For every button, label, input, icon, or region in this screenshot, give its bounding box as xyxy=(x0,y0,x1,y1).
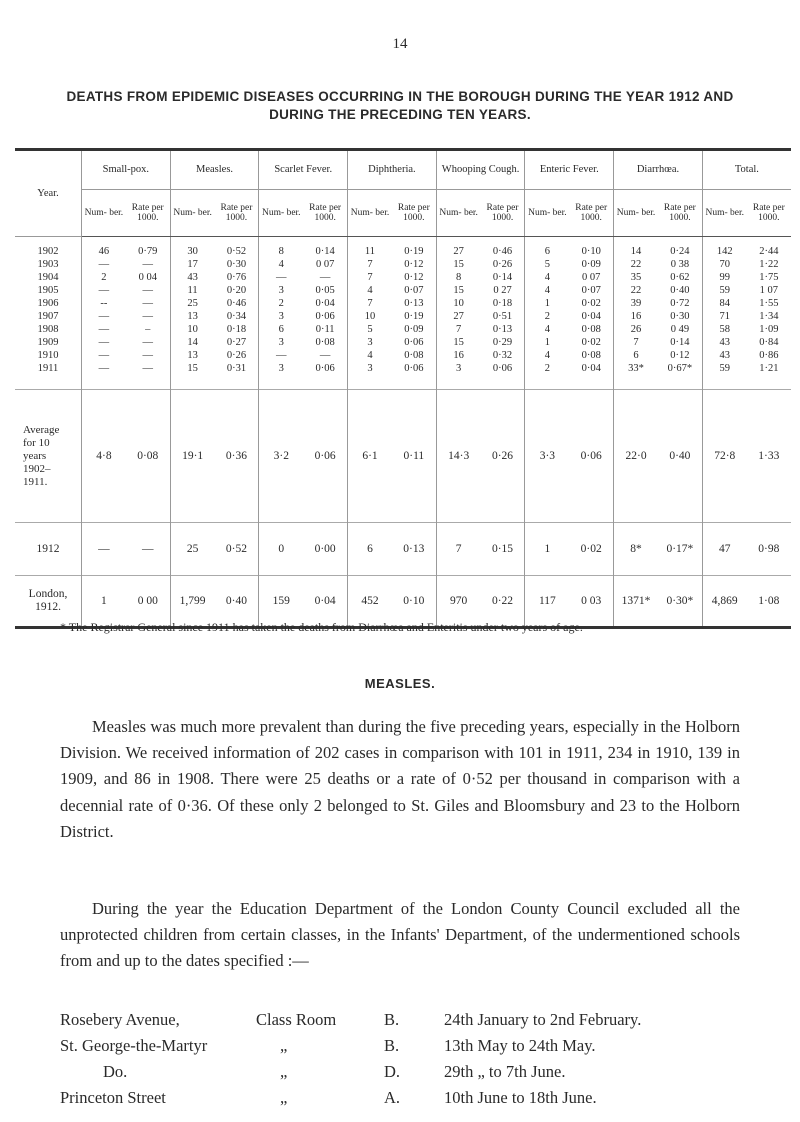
cell-rate: 2·44 xyxy=(759,246,779,257)
cell-rate: 0·06 xyxy=(315,311,335,322)
cell-number: — xyxy=(82,349,126,362)
subheader-number: Num- ber. xyxy=(348,190,392,237)
school-dates: 10th June to 18th June. xyxy=(444,1088,597,1107)
header-diphtheria: Diphtheria. xyxy=(348,150,437,190)
cell-rate: 0 00 xyxy=(126,576,170,628)
cell-rate: 0·06 xyxy=(315,363,335,374)
cell-number: 4 xyxy=(525,271,569,284)
cell-number: 13 xyxy=(170,310,214,323)
cell-rate: 0·36 xyxy=(215,390,259,523)
london-label-line: London, xyxy=(28,588,68,600)
cell-rate: 0·12 xyxy=(404,272,424,283)
year-label: 1911 xyxy=(37,363,59,374)
cell-rate: — xyxy=(142,350,154,361)
subheader-number: Num- ber. xyxy=(436,190,480,237)
cell-number: 970 xyxy=(436,576,480,628)
subheader-row xyxy=(15,190,791,237)
cell-rate: 1·08 xyxy=(747,576,791,628)
cell-rate: 1·55 xyxy=(759,298,779,309)
average-label-line: years xyxy=(23,449,47,462)
cell-number: 6 xyxy=(348,523,392,576)
cell-number: — xyxy=(82,523,126,576)
year-header: Year. xyxy=(15,150,82,237)
cell-rate: 0·32 xyxy=(492,350,513,361)
cell-rate: — xyxy=(319,350,331,361)
cell-number: 3·3 xyxy=(525,390,569,523)
cell-rate: 0·72 xyxy=(670,298,690,309)
cell-rate: 1·22 xyxy=(759,259,779,270)
cell-number: 159 xyxy=(259,576,303,628)
schools-list xyxy=(60,1010,760,1114)
school-entry xyxy=(60,1088,760,1114)
cell-number: 1,799 xyxy=(170,576,214,628)
year-label: 1910 xyxy=(37,350,59,361)
subheader-rate: Rate per 1000. xyxy=(481,190,525,237)
cell-rate: 0·51 xyxy=(492,311,513,322)
cell-rate: 0·46 xyxy=(226,298,247,309)
cell-number: 8 xyxy=(436,271,480,284)
year-label: 1908 xyxy=(37,324,59,335)
year-label: 1905 xyxy=(37,285,59,296)
cell-number: — xyxy=(82,284,126,297)
cell-rate: 0·18 xyxy=(226,324,247,335)
average-label xyxy=(15,390,82,523)
subheader-number: Num- ber. xyxy=(614,190,658,237)
cell-number: 6 xyxy=(614,349,658,362)
subheader-number: Num- ber. xyxy=(259,190,303,237)
cell-number: 22 xyxy=(614,284,658,297)
cell-number: 3 xyxy=(259,336,303,349)
average-row xyxy=(15,390,791,523)
cell-rate: — xyxy=(142,363,154,374)
school-dates: 13th May to 24th May. xyxy=(444,1036,596,1055)
cell-rate: 0·08 xyxy=(581,350,601,361)
cell-number: 452 xyxy=(348,576,392,628)
page-number: 14 xyxy=(392,36,408,52)
school-name: Do. xyxy=(103,1062,128,1081)
header-smallpox: Small-pox. xyxy=(82,150,171,190)
cell-number: 46 xyxy=(82,237,126,259)
cell-number: 3 xyxy=(259,310,303,323)
school-name: Rosebery Avenue, xyxy=(60,1010,180,1029)
cell-number: 13 xyxy=(170,349,214,362)
cell-number: -- xyxy=(82,297,126,310)
school-room: „ xyxy=(280,1062,288,1081)
cell-rate: 0·06 xyxy=(492,363,513,374)
cell-rate: 0·05 xyxy=(315,285,335,296)
cell-number: 30 xyxy=(170,237,214,259)
subheader-number: Num- ber. xyxy=(525,190,569,237)
cell-rate: 1·21 xyxy=(759,363,779,374)
year-label: 1907 xyxy=(37,311,59,322)
cell-number: 7 xyxy=(614,336,658,349)
cell-rate: 0·00 xyxy=(303,523,347,576)
london-label-line: 1912. xyxy=(35,601,61,613)
cell-rate: 0·27 xyxy=(226,337,247,348)
cell-rate: 0·09 xyxy=(404,324,424,335)
cell-rate: 0·29 xyxy=(492,337,513,348)
cell-rate: 0·84 xyxy=(759,337,779,348)
cell-number: 117 xyxy=(525,576,569,628)
cell-rate: 0 27 xyxy=(493,285,512,296)
cell-number: 4 xyxy=(525,284,569,297)
cell-rate: — xyxy=(142,337,154,348)
cell-rate: 0·02 xyxy=(569,523,613,576)
cell-rate: 1·34 xyxy=(759,311,779,322)
cell-number: 4 xyxy=(259,258,303,271)
school-room: Class Room xyxy=(256,1010,337,1029)
header-scarlet-fever: Scarlet Fever. xyxy=(259,150,348,190)
subheader-rate: Rate per 1000. xyxy=(126,190,170,237)
cell-number: 1371* xyxy=(614,576,658,628)
cell-rate: 0·11 xyxy=(315,324,335,335)
cell-number: — xyxy=(82,362,126,390)
cell-rate: 0·02 xyxy=(581,298,601,309)
cell-rate: 0·14 xyxy=(315,246,335,257)
cell-rate: 0·04 xyxy=(303,576,347,628)
cell-rate: 0·52 xyxy=(215,523,259,576)
cell-number: 14·3 xyxy=(436,390,480,523)
cell-number: 8 xyxy=(259,237,303,259)
cell-number: 33* xyxy=(614,362,658,390)
school-class-letter: B. xyxy=(384,1010,400,1029)
table-row xyxy=(15,297,791,310)
subheader-rate: Rate per 1000. xyxy=(303,190,347,237)
school-entry xyxy=(60,1062,760,1088)
cell-rate: 0·14 xyxy=(492,272,513,283)
cell-rate: 0·06 xyxy=(303,390,347,523)
average-label-line: 1911. xyxy=(23,475,48,488)
cell-number: 5 xyxy=(525,258,569,271)
cell-rate: 0 49 xyxy=(670,324,690,335)
cell-rate: 0 38 xyxy=(670,259,690,270)
cell-number: 1 xyxy=(525,297,569,310)
average-label-line: Average xyxy=(23,423,60,436)
cell-number: 39 xyxy=(614,297,658,310)
year-label: 1902 xyxy=(37,246,59,257)
subheader-rate: Rate per 1000. xyxy=(215,190,259,237)
cell-rate: 0·40 xyxy=(658,390,702,523)
cell-number: 71 xyxy=(702,310,746,323)
cell-number: 4·8 xyxy=(82,390,126,523)
cell-rate: 0 07 xyxy=(582,272,601,283)
cell-rate: — xyxy=(142,298,154,309)
cell-number: 26 xyxy=(614,323,658,336)
subheader-number: Num- ber. xyxy=(170,190,214,237)
cell-rate: 0·26 xyxy=(492,259,513,270)
cell-rate: 0·04 xyxy=(581,363,601,374)
cell-number: 4 xyxy=(525,349,569,362)
cell-number: 16 xyxy=(436,349,480,362)
cell-rate: 0·12 xyxy=(670,350,690,361)
header-enteric-fever: Enteric Fever. xyxy=(525,150,614,190)
cell-number: 3 xyxy=(348,336,392,349)
cell-number: 2 xyxy=(82,271,126,284)
cell-rate: 1 07 xyxy=(759,285,779,296)
cell-number: 4 xyxy=(525,323,569,336)
school-entry xyxy=(60,1036,760,1062)
cell-number: 1 xyxy=(525,523,569,576)
cell-number: 6·1 xyxy=(348,390,392,523)
cell-rate: — xyxy=(319,272,331,283)
cell-rate: 0·08 xyxy=(581,324,601,335)
cell-rate: 0·52 xyxy=(226,246,247,257)
cell-number: — xyxy=(82,336,126,349)
cell-number: 25 xyxy=(170,297,214,310)
cell-rate: 0 04 xyxy=(138,272,157,283)
cell-number: 27 xyxy=(436,237,480,259)
cell-number: — xyxy=(259,349,303,362)
header-total: Total. xyxy=(702,150,791,190)
cell-rate: 0·18 xyxy=(492,298,513,309)
cell-rate: 0·06 xyxy=(569,390,613,523)
school-room: „ xyxy=(280,1088,288,1107)
subheader-number: Num- ber. xyxy=(82,190,126,237)
cell-rate: 0·62 xyxy=(670,272,690,283)
school-class-letter: B. xyxy=(384,1036,400,1055)
cell-number: 15 xyxy=(170,362,214,390)
school-name: Princeton Street xyxy=(60,1088,166,1107)
exclusion-paragraph: During the year the Education Department of the London County Council excluded all the unprotected children from certain classes, in the Infants' Department, of the undermentioned schools from and up to the dates specified :— xyxy=(60,899,740,971)
year-label: 1909 xyxy=(37,337,59,348)
cell-number: 35 xyxy=(614,271,658,284)
cell-rate: 0·30 xyxy=(226,259,247,270)
table-row xyxy=(15,362,791,390)
cell-number: 6 xyxy=(259,323,303,336)
table-row xyxy=(15,284,791,297)
cell-number: 43 xyxy=(702,336,746,349)
cell-number: 17 xyxy=(170,258,214,271)
cell-rate: 0·30* xyxy=(658,576,702,628)
cell-number: 10 xyxy=(170,323,214,336)
cell-rate: 0·06 xyxy=(404,363,424,374)
cell-number: 47 xyxy=(702,523,746,576)
cell-rate: 0·10 xyxy=(392,576,436,628)
year-label: 1903 xyxy=(37,259,59,270)
cell-rate: 0·08 xyxy=(404,350,424,361)
cell-rate: 0·79 xyxy=(138,246,158,257)
cell-number: 3 xyxy=(259,284,303,297)
row-1912-label: 1912 xyxy=(15,523,82,576)
cell-rate: 0·14 xyxy=(670,337,690,348)
cell-rate: 1·09 xyxy=(759,324,779,335)
cell-rate: – xyxy=(145,324,151,335)
table-row xyxy=(15,336,791,349)
cell-number: — xyxy=(82,310,126,323)
cell-number: 14 xyxy=(614,237,658,259)
cell-number: 43 xyxy=(170,271,214,284)
cell-number: 11 xyxy=(170,284,214,297)
cell-number: 84 xyxy=(702,297,746,310)
school-dates: 24th January to 2nd February. xyxy=(444,1010,642,1029)
cell-rate: — xyxy=(142,285,154,296)
year-rows xyxy=(15,237,791,390)
deaths-table xyxy=(15,148,791,629)
cell-rate: 0·98 xyxy=(747,523,791,576)
header-measles: Measles. xyxy=(170,150,259,190)
table-row xyxy=(15,237,791,259)
cell-number: 2 xyxy=(525,362,569,390)
cell-number: 58 xyxy=(702,323,746,336)
cell-number: 4 xyxy=(348,349,392,362)
cell-number: 2 xyxy=(259,297,303,310)
cell-rate: 0·13 xyxy=(492,324,513,335)
cell-number: 15 xyxy=(436,258,480,271)
cell-rate: 0·34 xyxy=(226,311,247,322)
cell-rate: 0·22 xyxy=(481,576,525,628)
cell-number: 10 xyxy=(436,297,480,310)
cell-number: 43 xyxy=(702,349,746,362)
school-class-letter: A. xyxy=(384,1088,401,1107)
cell-number: 4 xyxy=(348,284,392,297)
cell-number: 70 xyxy=(702,258,746,271)
cell-number: 7 xyxy=(436,323,480,336)
cell-number: 14 xyxy=(170,336,214,349)
header-whooping-cough: Whooping Cough. xyxy=(436,150,525,190)
cell-number: 72·8 xyxy=(702,390,746,523)
average-label-line: 1902– xyxy=(23,462,51,475)
cell-rate: 0·17* xyxy=(658,523,702,576)
cell-rate: — xyxy=(142,259,154,270)
cell-rate: 0·11 xyxy=(392,390,436,523)
cell-number: 1 xyxy=(525,336,569,349)
row-1912 xyxy=(15,523,791,576)
cell-number: 59 xyxy=(702,284,746,297)
table-row xyxy=(15,271,791,284)
cell-number: — xyxy=(82,323,126,336)
cell-number: 25 xyxy=(170,523,214,576)
cell-number: 3 xyxy=(348,362,392,390)
year-label: 1906 xyxy=(37,298,59,309)
cell-rate: 0·19 xyxy=(404,246,424,257)
table-row xyxy=(15,310,791,323)
cell-rate: 0·07 xyxy=(581,285,601,296)
school-entry xyxy=(60,1010,760,1036)
subheader-rate: Rate per 1000. xyxy=(747,190,791,237)
footnote: * The Registrar General since 1911 has taken the deaths from Diarrhœa and Enteritis under two years of age. xyxy=(60,620,583,634)
school-dates: 29th „ to 7th June. xyxy=(444,1062,566,1081)
cell-rate: — xyxy=(142,311,154,322)
cell-rate: 0·08 xyxy=(126,390,170,523)
table-title: DEATHS FROM EPIDEMIC DISEASES OCCURRING IN THE BOROUGH DURING THE YEAR 1912 AND DURING THE PRECEDING TEN YEARS. xyxy=(66,89,734,122)
subheader-rate: Rate per 1000. xyxy=(392,190,436,237)
cell-number: 0 xyxy=(259,523,303,576)
year-label: 1904 xyxy=(37,272,59,283)
cell-number: 3 xyxy=(259,362,303,390)
subheader-rate: Rate per 1000. xyxy=(658,190,702,237)
cell-rate: 0·09 xyxy=(581,259,601,270)
cell-number: 27 xyxy=(436,310,480,323)
section-heading-measles: MEASLES. xyxy=(364,676,436,691)
header-diarrhoea: Diarrhœa. xyxy=(614,150,703,190)
cell-rate: 0·04 xyxy=(315,298,335,309)
subheader-number: Num- ber. xyxy=(702,190,746,237)
cell-rate: 0·67* xyxy=(667,363,693,374)
school-name: St. George-the-Martyr xyxy=(60,1036,208,1055)
cell-number: 8* xyxy=(614,523,658,576)
cell-rate: 0·15 xyxy=(481,523,525,576)
cell-number: 7 xyxy=(436,523,480,576)
table-row xyxy=(15,349,791,362)
cell-number: 3 xyxy=(436,362,480,390)
cell-rate: 0·31 xyxy=(226,363,247,374)
cell-rate: 0·12 xyxy=(404,259,424,270)
cell-number: 7 xyxy=(348,258,392,271)
average-label-line: for 10 xyxy=(23,436,50,449)
cell-rate: 0·76 xyxy=(226,272,247,283)
cell-rate: — xyxy=(126,523,170,576)
cell-number: 10 xyxy=(348,310,392,323)
cell-rate: 0·40 xyxy=(215,576,259,628)
cell-number: 5 xyxy=(348,323,392,336)
measles-paragraph: Measles was much more prevalent than during the five preceding years, especially in the Holborn Division. We received information of 202 cases in comparison with 101 in 1911, 234 in 1910, 139 in 1909, and 86 in 1908. There were 25 deaths or a rate of 0·52 per thousand in comparison with a decennial rate of 0·36. Of these only 2 belonged to St. Giles and Bloomsbury and 23 to the Holborn District. xyxy=(60,717,740,841)
cell-number: 11 xyxy=(348,237,392,259)
cell-number: 142 xyxy=(702,237,746,259)
cell-number: 59 xyxy=(702,362,746,390)
cell-rate: 0·13 xyxy=(404,298,424,309)
cell-rate: 0·46 xyxy=(492,246,513,257)
cell-number: — xyxy=(259,271,303,284)
school-room: „ xyxy=(280,1036,288,1055)
cell-rate: 0·08 xyxy=(315,337,335,348)
cell-rate: 1·33 xyxy=(747,390,791,523)
table-row xyxy=(15,323,791,336)
cell-rate: 0·40 xyxy=(670,285,690,296)
cell-rate: 0·24 xyxy=(670,246,690,257)
cell-number: 4,869 xyxy=(702,576,746,628)
cell-number: 6 xyxy=(525,237,569,259)
cell-rate: 0·13 xyxy=(392,523,436,576)
cell-rate: 0·26 xyxy=(226,350,247,361)
cell-number: 3·2 xyxy=(259,390,303,523)
cell-rate: 0·02 xyxy=(581,337,601,348)
cell-rate: 0 03 xyxy=(569,576,613,628)
cell-rate: 0·86 xyxy=(759,350,779,361)
cell-rate: 0·10 xyxy=(581,246,601,257)
cell-rate: 0 07 xyxy=(315,259,335,270)
cell-rate: 0·06 xyxy=(404,337,424,348)
cell-number: 22·0 xyxy=(614,390,658,523)
table-row xyxy=(15,258,791,271)
cell-number: 2 xyxy=(525,310,569,323)
cell-number: 7 xyxy=(348,297,392,310)
cell-number: 19·1 xyxy=(170,390,214,523)
cell-number: — xyxy=(82,258,126,271)
cell-number: 22 xyxy=(614,258,658,271)
cell-rate: 0·07 xyxy=(404,285,424,296)
cell-rate: 0·30 xyxy=(670,311,690,322)
cell-number: 7 xyxy=(348,271,392,284)
cell-number: 16 xyxy=(614,310,658,323)
cell-rate: 0·26 xyxy=(481,390,525,523)
cell-rate: 0·19 xyxy=(404,311,424,322)
school-class-letter: D. xyxy=(384,1062,401,1081)
cell-rate: 1·75 xyxy=(759,272,779,283)
cell-number: 15 xyxy=(436,336,480,349)
cell-rate: 0·04 xyxy=(581,311,601,322)
subheader-rate: Rate per 1000. xyxy=(569,190,613,237)
cell-number: 15 xyxy=(436,284,480,297)
cell-number: 1 xyxy=(82,576,126,628)
cell-rate: 0·20 xyxy=(226,285,247,296)
cell-number: 99 xyxy=(702,271,746,284)
